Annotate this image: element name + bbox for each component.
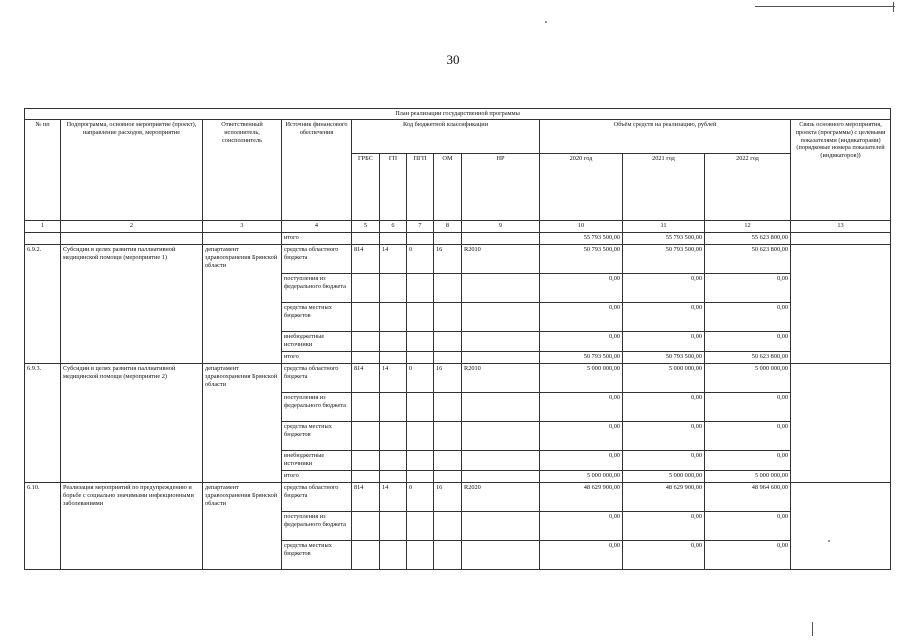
code-grbs: [352, 302, 380, 331]
code-pgp: [407, 511, 434, 540]
amount-2022: 0,00: [705, 511, 791, 540]
total-label: итого: [282, 470, 352, 482]
header-om: ОМ: [434, 153, 462, 220]
code-np: [462, 392, 540, 421]
budget-plan-table: [24, 108, 891, 570]
total-label: итого: [282, 351, 352, 363]
code-np: R2010: [462, 363, 540, 392]
code-pgp: [407, 331, 434, 351]
table-row: [25, 244, 891, 273]
header-amount: Объём средств на реализацию, рублей: [540, 119, 791, 153]
header-grbs: ГРБС: [352, 153, 380, 220]
table-row: [25, 482, 891, 511]
amount-2021: 5 000 000,00: [623, 363, 705, 392]
amount-2021: 0,00: [623, 540, 705, 569]
page-number: 30: [446, 52, 460, 67]
code-om: [434, 511, 462, 540]
code-gp: [380, 273, 407, 302]
code-np: [462, 540, 540, 569]
amount-2021: 0,00: [623, 273, 705, 302]
amount-2021: 0,00: [623, 450, 705, 470]
code-np: [462, 302, 540, 331]
code-gp: [380, 302, 407, 331]
code-grbs: [352, 273, 380, 302]
table-title-row: [25, 109, 891, 120]
total-2021: 50 793 500,00: [623, 351, 705, 363]
code-om: [434, 450, 462, 470]
code-np: [462, 450, 540, 470]
code-grbs: [352, 421, 380, 450]
funding-source: средства местных бюджетов: [282, 540, 352, 569]
amount-2021: 0,00: [623, 331, 705, 351]
code-grbs: 814: [352, 482, 380, 511]
amount-2022: 0,00: [705, 302, 791, 331]
amount-2022: 50 623 800,00: [705, 244, 791, 273]
section-executor: департамент здравоохранения Брянской области: [203, 482, 282, 569]
col-number: 10: [540, 220, 623, 232]
amount-2022: 5 000 000,00: [705, 363, 791, 392]
header-row-1: [25, 119, 891, 153]
code-np: [462, 511, 540, 540]
amount-2020: 0,00: [540, 302, 623, 331]
total-2022: 55 623 800,00: [705, 232, 791, 244]
amount-2022: 0,00: [705, 392, 791, 421]
total-2021: 55 793 500,00: [623, 232, 705, 244]
funding-source: поступления из федерального бюджета: [282, 511, 352, 540]
scan-edge-mark: [812, 622, 813, 636]
amount-2021: 0,00: [623, 302, 705, 331]
indicator-link: [791, 244, 891, 363]
header-budget-code: Код бюджетной классификации: [352, 119, 540, 153]
header-source: Источник финансового обеспечения: [282, 119, 352, 220]
code-gp: [380, 331, 407, 351]
amount-2022: 0,00: [705, 540, 791, 569]
code-grbs: [352, 540, 380, 569]
top-total-row: [25, 232, 891, 244]
col-number: 2: [61, 220, 203, 232]
header-link: Связь основного мероприятия, проекта (программы) с целевыми показателями (индикаторами) (порядковые номера показателей (индикаторов)): [791, 119, 891, 220]
amount-2022: 0,00: [705, 331, 791, 351]
amount-2021: 0,00: [623, 421, 705, 450]
amount-2021: 50 793 500,00: [623, 244, 705, 273]
funding-source: средства областного бюджета: [282, 363, 352, 392]
scan-edge-mark: [893, 2, 894, 12]
col-number: 11: [623, 220, 705, 232]
section-executor: департамент здравоохранения Брянской области: [203, 244, 282, 363]
funding-source: средства местных бюджетов: [282, 421, 352, 450]
code-grbs: [352, 450, 380, 470]
funding-source: поступления из федерального бюджета: [282, 392, 352, 421]
code-np: R2020: [462, 482, 540, 511]
amount-2020: 48 629 900,00: [540, 482, 623, 511]
code-np: [462, 331, 540, 351]
scan-dot: [545, 21, 547, 23]
indicator-link: [791, 482, 891, 569]
header-year-2020: 2020 год: [540, 153, 623, 220]
section-name: Субсидии в целях развития паллиативной медицинской помощи (мероприятие 2): [61, 363, 203, 482]
total-2020: 5 000 000,00: [540, 470, 623, 482]
table-row: [25, 363, 891, 392]
code-gp: 14: [380, 363, 407, 392]
col-number: 1: [25, 220, 61, 232]
amount-2020: 0,00: [540, 421, 623, 450]
header-pgp: ПГП: [407, 153, 434, 220]
amount-2022: 0,00: [705, 450, 791, 470]
col-number: 13: [791, 220, 891, 232]
code-om: [434, 302, 462, 331]
header-year-2022: 2022 год: [705, 153, 791, 220]
funding-source: внебюджетные источники: [282, 450, 352, 470]
total-2022: 5 000 000,00: [705, 470, 791, 482]
section-executor: департамент здравоохранения Брянской области: [203, 363, 282, 482]
amount-2020: 50 793 500,00: [540, 244, 623, 273]
funding-source: средства местных бюджетов: [282, 302, 352, 331]
header-np: НР: [462, 153, 540, 220]
indicator-link: [791, 363, 891, 482]
code-grbs: [352, 511, 380, 540]
total-2020: 50 793 500,00: [540, 351, 623, 363]
code-gp: [380, 511, 407, 540]
amount-2020: 0,00: [540, 511, 623, 540]
column-numbers-row: [25, 220, 891, 232]
code-om: [434, 421, 462, 450]
code-grbs: [352, 392, 380, 421]
col-number: 7: [407, 220, 434, 232]
funding-source: внебюджетные источники: [282, 331, 352, 351]
section-number: 6.9.3.: [25, 363, 61, 482]
code-gp: 14: [380, 482, 407, 511]
amount-2020: 0,00: [540, 450, 623, 470]
funding-source: поступления из федерального бюджета: [282, 273, 352, 302]
amount-2021: 48 629 900,00: [623, 482, 705, 511]
amount-2020: 0,00: [540, 331, 623, 351]
code-pgp: [407, 302, 434, 331]
code-gp: [380, 421, 407, 450]
code-grbs: 814: [352, 244, 380, 273]
section-number: 6.10.: [25, 482, 61, 569]
amount-2022: 0,00: [705, 273, 791, 302]
table-title: План реализации государственной программы: [25, 109, 891, 120]
total-label: итого: [282, 232, 352, 244]
section-number: 6.9.2.: [25, 244, 61, 363]
code-om: [434, 273, 462, 302]
total-2022: 50 623 800,00: [705, 351, 791, 363]
code-np: [462, 421, 540, 450]
scan-edge-line: [755, 6, 895, 7]
funding-source: средства областного бюджета: [282, 482, 352, 511]
code-np: R2010: [462, 244, 540, 273]
code-om: [434, 331, 462, 351]
col-number: 4: [282, 220, 352, 232]
section-name: Субсидии в целях развития паллиативной медицинской помощи (мероприятие 1): [61, 244, 203, 363]
code-om: [434, 540, 462, 569]
code-pgp: 0: [407, 482, 434, 511]
total-2021: 5 000 000,00: [623, 470, 705, 482]
code-pgp: [407, 540, 434, 569]
amount-2020: 5 000 000,00: [540, 363, 623, 392]
code-pgp: [407, 450, 434, 470]
code-pgp: 0: [407, 244, 434, 273]
code-gp: [380, 392, 407, 421]
code-np: [462, 273, 540, 302]
code-om: 16: [434, 482, 462, 511]
header-executor: Ответственный исполнитель, соисполнитель: [203, 119, 282, 220]
header-num: № пп: [25, 119, 61, 220]
code-gp: [380, 540, 407, 569]
code-gp: 14: [380, 244, 407, 273]
amount-2021: 0,00: [623, 392, 705, 421]
code-pgp: 0: [407, 363, 434, 392]
code-om: 16: [434, 363, 462, 392]
code-pgp: [407, 421, 434, 450]
code-om: 16: [434, 244, 462, 273]
code-grbs: [352, 331, 380, 351]
amount-2022: 48 964 600,00: [705, 482, 791, 511]
col-number: 3: [203, 220, 282, 232]
code-grbs: 814: [352, 363, 380, 392]
col-number: 6: [380, 220, 407, 232]
amount-2020: 0,00: [540, 392, 623, 421]
code-om: [434, 392, 462, 421]
amount-2020: 0,00: [540, 540, 623, 569]
header-name: Подпрограмма, основное мероприятие (проект), направление расходов, мероприятие: [61, 119, 203, 220]
col-number: 12: [705, 220, 791, 232]
amount-2022: 0,00: [705, 421, 791, 450]
col-number: 5: [352, 220, 380, 232]
header-gp: ГП: [380, 153, 407, 220]
code-gp: [380, 450, 407, 470]
section-name: Реализация мероприятий по предупреждению и борьбе с социально значимыми инфекционными заболеваниями: [61, 482, 203, 569]
funding-source: средства областного бюджета: [282, 244, 352, 273]
code-pgp: [407, 392, 434, 421]
header-year-2021: 2021 год: [623, 153, 705, 220]
amount-2021: 0,00: [623, 511, 705, 540]
amount-2020: 0,00: [540, 273, 623, 302]
total-2020: 55 793 500,00: [540, 232, 623, 244]
col-number: 8: [434, 220, 462, 232]
code-pgp: [407, 273, 434, 302]
col-number: 9: [462, 220, 540, 232]
